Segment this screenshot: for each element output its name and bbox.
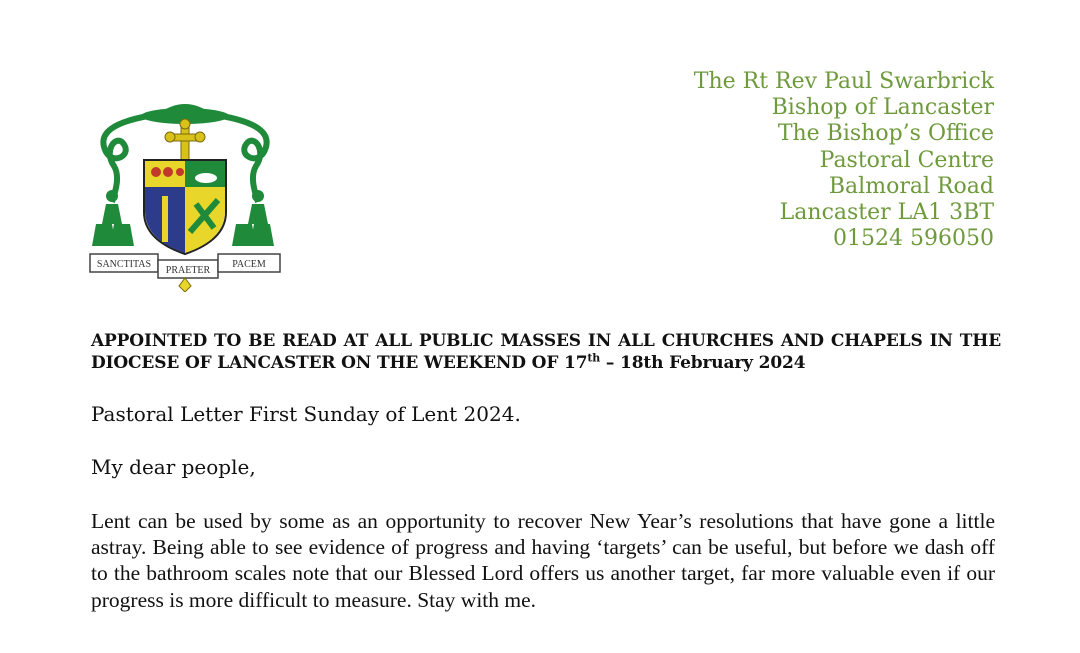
address-line-phone: 01524 596050 — [833, 226, 994, 252]
motto-word-1: SANCTITAS — [96, 259, 152, 270]
motto-word-2: PRAETER — [165, 265, 211, 276]
address-line-title: Bishop of Lancaster — [771, 95, 994, 121]
address-line-city: Lancaster LA1 3BT — [779, 200, 994, 226]
heading-date: – 18th February 2024 — [600, 353, 806, 373]
letter-paragraph: Lent can be used by some as an opportunity to recover New Year’s resolutions that have gone a little astray. Being able to see evidence of progress and having ‘targets’ can be useful, but before we dash off to the bathroom scales note that our Blessed Lord offers us another target, far more valuable even if our progress is more difficult to measure. Stay with me. — [91, 509, 995, 612]
heading-text: APPOINTED TO BE READ AT ALL PUBLIC MASSES IN ALL CHURCHES AND CHAPELS IN THE DIOCESE OF LANCASTER ON THE WEEKEND OF 17 — [91, 331, 1001, 373]
heading-superscript: th — [587, 351, 601, 365]
letter-subject: Pastoral Letter First Sunday of Lent 2024. — [91, 402, 521, 426]
address-line-centre: Pastoral Centre — [819, 147, 994, 173]
letter-greeting: My dear people, — [91, 455, 256, 479]
motto-word-3: PACEM — [232, 259, 266, 270]
sender-address — [694, 69, 994, 252]
address-line-road: Balmoral Road — [828, 173, 994, 199]
address-line-office: The Bishop’s Office — [777, 121, 994, 147]
reading-instruction-heading — [91, 330, 1001, 374]
address-line-name: The Rt Rev Paul Swarbrick — [693, 69, 994, 94]
diocese-coat-of-arms — [86, 92, 284, 292]
